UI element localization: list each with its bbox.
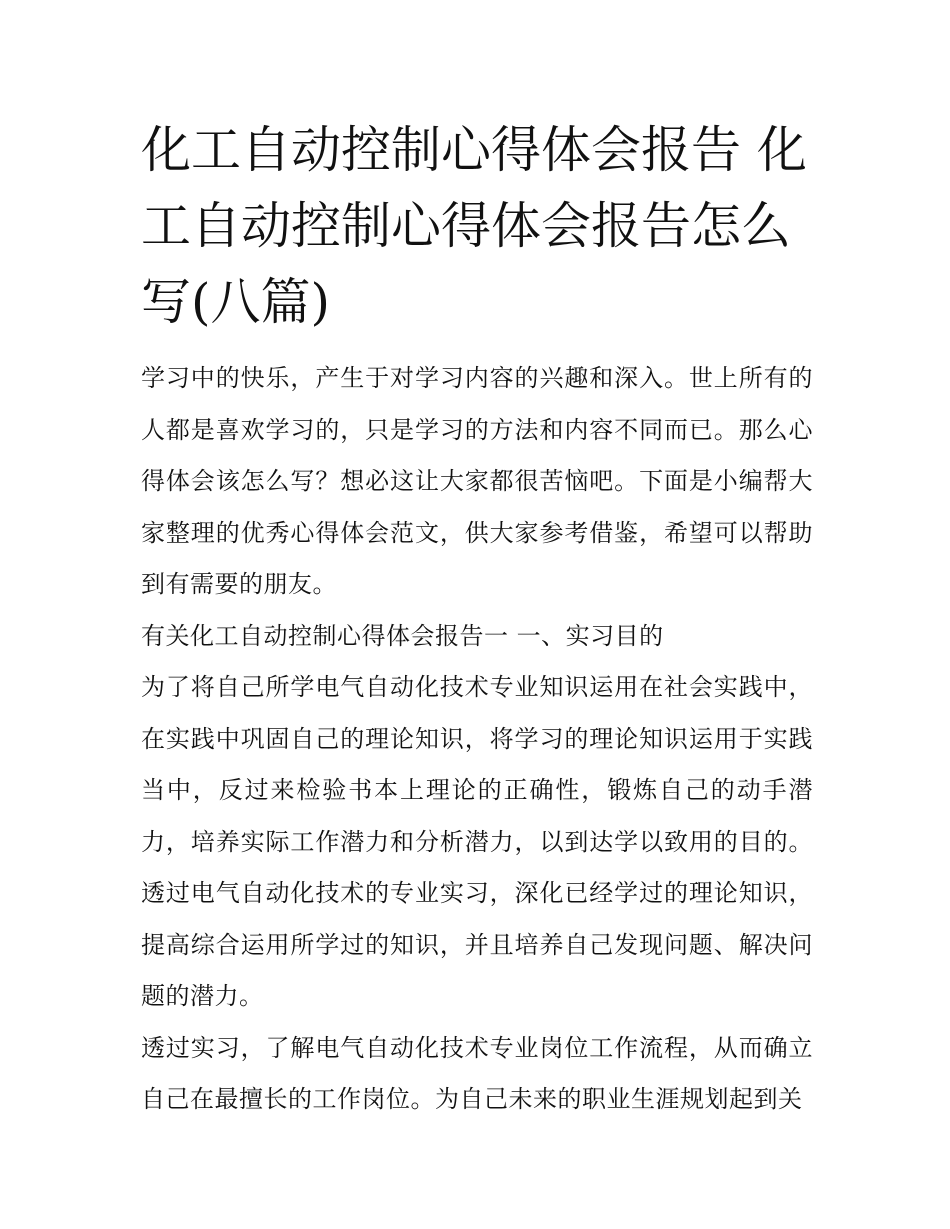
- document-body: [141, 353, 813, 1126]
- paragraph-intro: 学习中的快乐，产生于对学习内容的兴趣和深入。世上所有的人都是喜欢学习的，只是学习的方法和内容不同而已。那么心得体会该怎么写？想必这让大家都很苦恼吧。下面是小编帮大家整理的优秀心得体会范文，供大家参考借鉴，希望可以帮助到有需要的朋友。: [141, 364, 813, 598]
- paragraph-section-heading: 有关化工自动控制心得体会报告一 一、实习目的: [141, 621, 664, 650]
- paragraph-practice: 透过实习，了解电气自动化技术专业岗位工作流程，从而确立自己在最擅长的工作岗位。为自己未来的职业生涯规划起到关: [141, 1033, 813, 1113]
- document-title: 化工自动控制心得体会报告 化工自动控制心得体会报告怎么写(八篇): [141, 121, 807, 331]
- paragraph-purpose: 为了将自己所学电气自动化技术专业知识运用在社会实践中，在实践中巩固自己的理论知识，将学习的理论知识运用于实践当中，反过来检验书本上理论的正确性，锻炼自己的动手潜力，培养实际工作潜力和分析潜力，以到达学以致用的目的。透过电气自动化技术的专业实习，深化已经学过的理论知识，提高综合运用所学过的知识，并且培养自己发现问题、解决问题的潜力。: [141, 673, 813, 1010]
